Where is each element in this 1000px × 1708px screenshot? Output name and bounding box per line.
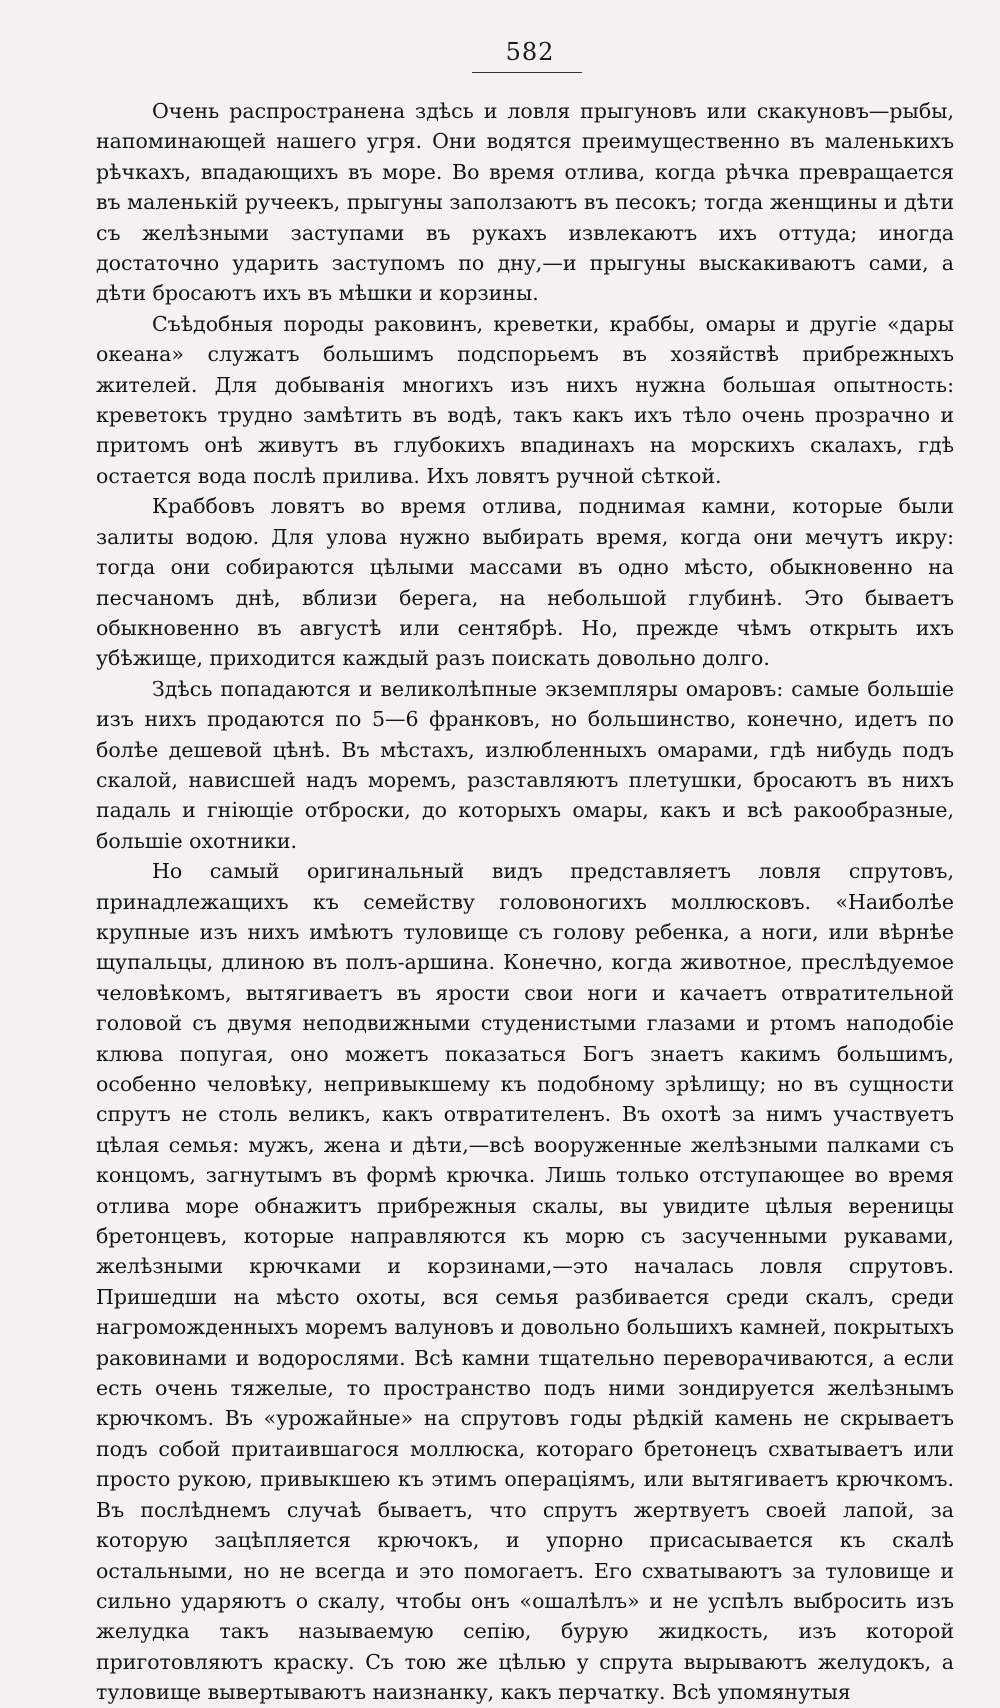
- paragraph-octopus: Но самый оригинальный видъ представляетъ ловля спрутовъ, принадлежащихъ къ семейству головоногихъ моллюсковъ. «Наиболѣе крупные изъ нихъ имѣютъ туловище съ голову ребенка, а ноги, или вѣрнѣе щупальцы, длиною въ полъ-аршина. Конечно, когда животное, преслѣдуемое человѣкомъ, вытягиваетъ въ ярости свои ноги и качаетъ отвратительной головой съ двумя неподвижными студенистыми глазами и ртомъ наподобіе клюва попугая, оно можетъ показаться Богъ знаетъ какимъ большимъ, особенно человѣку, непривыкшему къ подобному зрѣлищу; но въ сущности спрутъ не столь великъ, какъ отвратителенъ. Въ охотѣ за нимъ участвуетъ цѣлая семья: мужъ, жена и дѣти,—всѣ вооруженные желѣзными палками съ концомъ, загнутымъ въ формѣ крючка. Лишь только отступающее во время отлива море обнажитъ прибрежныя скалы, вы увидите цѣлыя вереницы бретонцевъ, которые направляются къ морю съ засученными рукавами, желѣзными крючками и корзинами,—это началась ловля спрутовъ. Пришедши на мѣсто охоты, вся семья разбивается среди скалъ, среди нагроможденныхъ моремъ валуновъ и довольно большихъ камней, покрытыхъ раковинами и водорослями. Всѣ камни тщательно переворачиваются, а если есть очень тяжелые, то пространство подъ ними зондируется желѣзнымъ крючкомъ. Въ «урожайные» на спрутовъ годы рѣдкій камень не скрываетъ подъ собой притаившагося моллюска, котораго бретонецъ схватываетъ или просто рукою, привыкшею къ этимъ операціямъ, или вытягиваетъ крючкомъ. Въ послѣднемъ случаѣ бываетъ, что спрутъ жертвуетъ своей лапой, за которую зацѣпляется крючокъ, и упорно присасывается къ скалѣ остальными, но не всегда и это помогаетъ. Его схватываютъ за туловище и сильно ударяютъ о скалу, чтобы онъ «ошалѣлъ» и не успѣлъ выбросить изъ желудка такъ называемую сепію, бурую жидкость, изъ которой приготовляютъ краску. Съ тою же цѣлью у спрута вырываютъ желудокъ, а туловище вывертываютъ наизнанку, какъ перчатку. Всѣ упомянутыя: [96, 859, 954, 1705]
- page-number-rule: [472, 72, 582, 73]
- paragraph-jumpers: Очень распространена здѣсь и ловля прыгуновъ или скакуновъ—рыбы, напоминающей нашего угря. Они водятся преимущественно въ маленькихъ рѣчкахъ, впадающихъ въ море. Во время отлива, когда рѣчка превращается въ маленькій ручеекъ, прыгуны заползаютъ въ песокъ; тогда женщины и дѣти съ желѣзными заступами въ рукахъ извлекаютъ ихъ оттуда; иногда достаточно ударить заступомъ по дну,—и прыгуны выскакиваютъ сами, а дѣти бросаютъ ихъ въ мѣшки и корзины.: [96, 99, 954, 306]
- paragraph-shellfish: Съѣдобныя породы раковинъ, креветки, краббы, омары и другіе «дары океана» служатъ большимъ подспорьемъ въ хозяйствѣ прибрежныхъ жителей. Для добыванія многихъ изъ нихъ нужна большая опытность: креветокъ трудно замѣтить въ водѣ, такъ какъ ихъ тѣло очень прозрачно и притомъ онѣ живутъ въ глубокихъ впадинахъ на морскихъ скалахъ, гдѣ остается вода послѣ прилива. Ихъ ловятъ ручной сѣткой.: [96, 311, 954, 488]
- paragraph-lobsters: Здѣсь попадаются и великолѣпные экземпляры омаровъ: самые большіе изъ нихъ продаются по 5—6 франковъ, но большинство, конечно, идетъ по болѣе дешевой цѣнѣ. Въ мѣстахъ, излюбленныхъ омарами, гдѣ нибудь подъ скалой, нависшей надъ моремъ, разставляютъ плетушки, бросаютъ въ нихъ падаль и гніющіе отброски, до которыхъ омары, какъ и всѣ ракообразные, большіе охотники.: [96, 676, 954, 853]
- page-number: 582: [505, 38, 555, 66]
- paragraph-crabs: Краббовъ ловятъ во время отлива, поднимая камни, которые были залиты водою. Для улова нужно выбирать время, когда они мечутъ икру: тогда они собираются цѣлыми массами въ одно мѣсто, обыкновенно на песчаномъ днѣ, вблизи берега, на небольшой глубинѣ. Это бываетъ обыкновенно въ августѣ или сентябрѣ. Но, прежде чѣмъ открыть ихъ убѣжище, приходится каждый разъ поискать довольно долго.: [96, 494, 954, 671]
- body-text: [96, 96, 954, 1708]
